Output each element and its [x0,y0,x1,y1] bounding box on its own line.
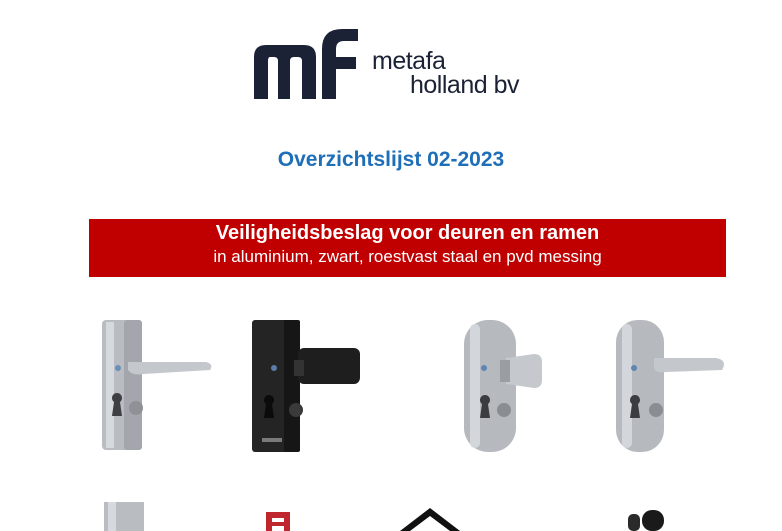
logo-line-1: metafa [372,47,446,75]
brand-logo-partial-image [262,504,296,531]
door-handle-round-lever-silver-image [606,318,730,454]
logo-line-2: holland bv [410,71,519,99]
banner-heading: Veiligheidsbeslag voor deuren en ramen [215,222,600,244]
door-knob-silver-image [450,318,550,454]
page-title: Overzichtslijst 02-2023 [277,148,505,171]
door-handle-lever-silver-image [88,318,216,454]
metafa-logo [252,27,542,101]
door-handle-partial-image [100,502,150,531]
metafa-logo-text [372,49,519,97]
door-knob-black-partial-image [620,508,670,531]
banner-subheading: in aluminium, zwart, roestvast staal en pvd messing [213,247,602,266]
category-banner [89,219,726,277]
door-handle-lever-black-image [244,318,364,454]
house-logo-partial-image [398,506,462,531]
metafa-mf-logo-mark [252,27,360,101]
